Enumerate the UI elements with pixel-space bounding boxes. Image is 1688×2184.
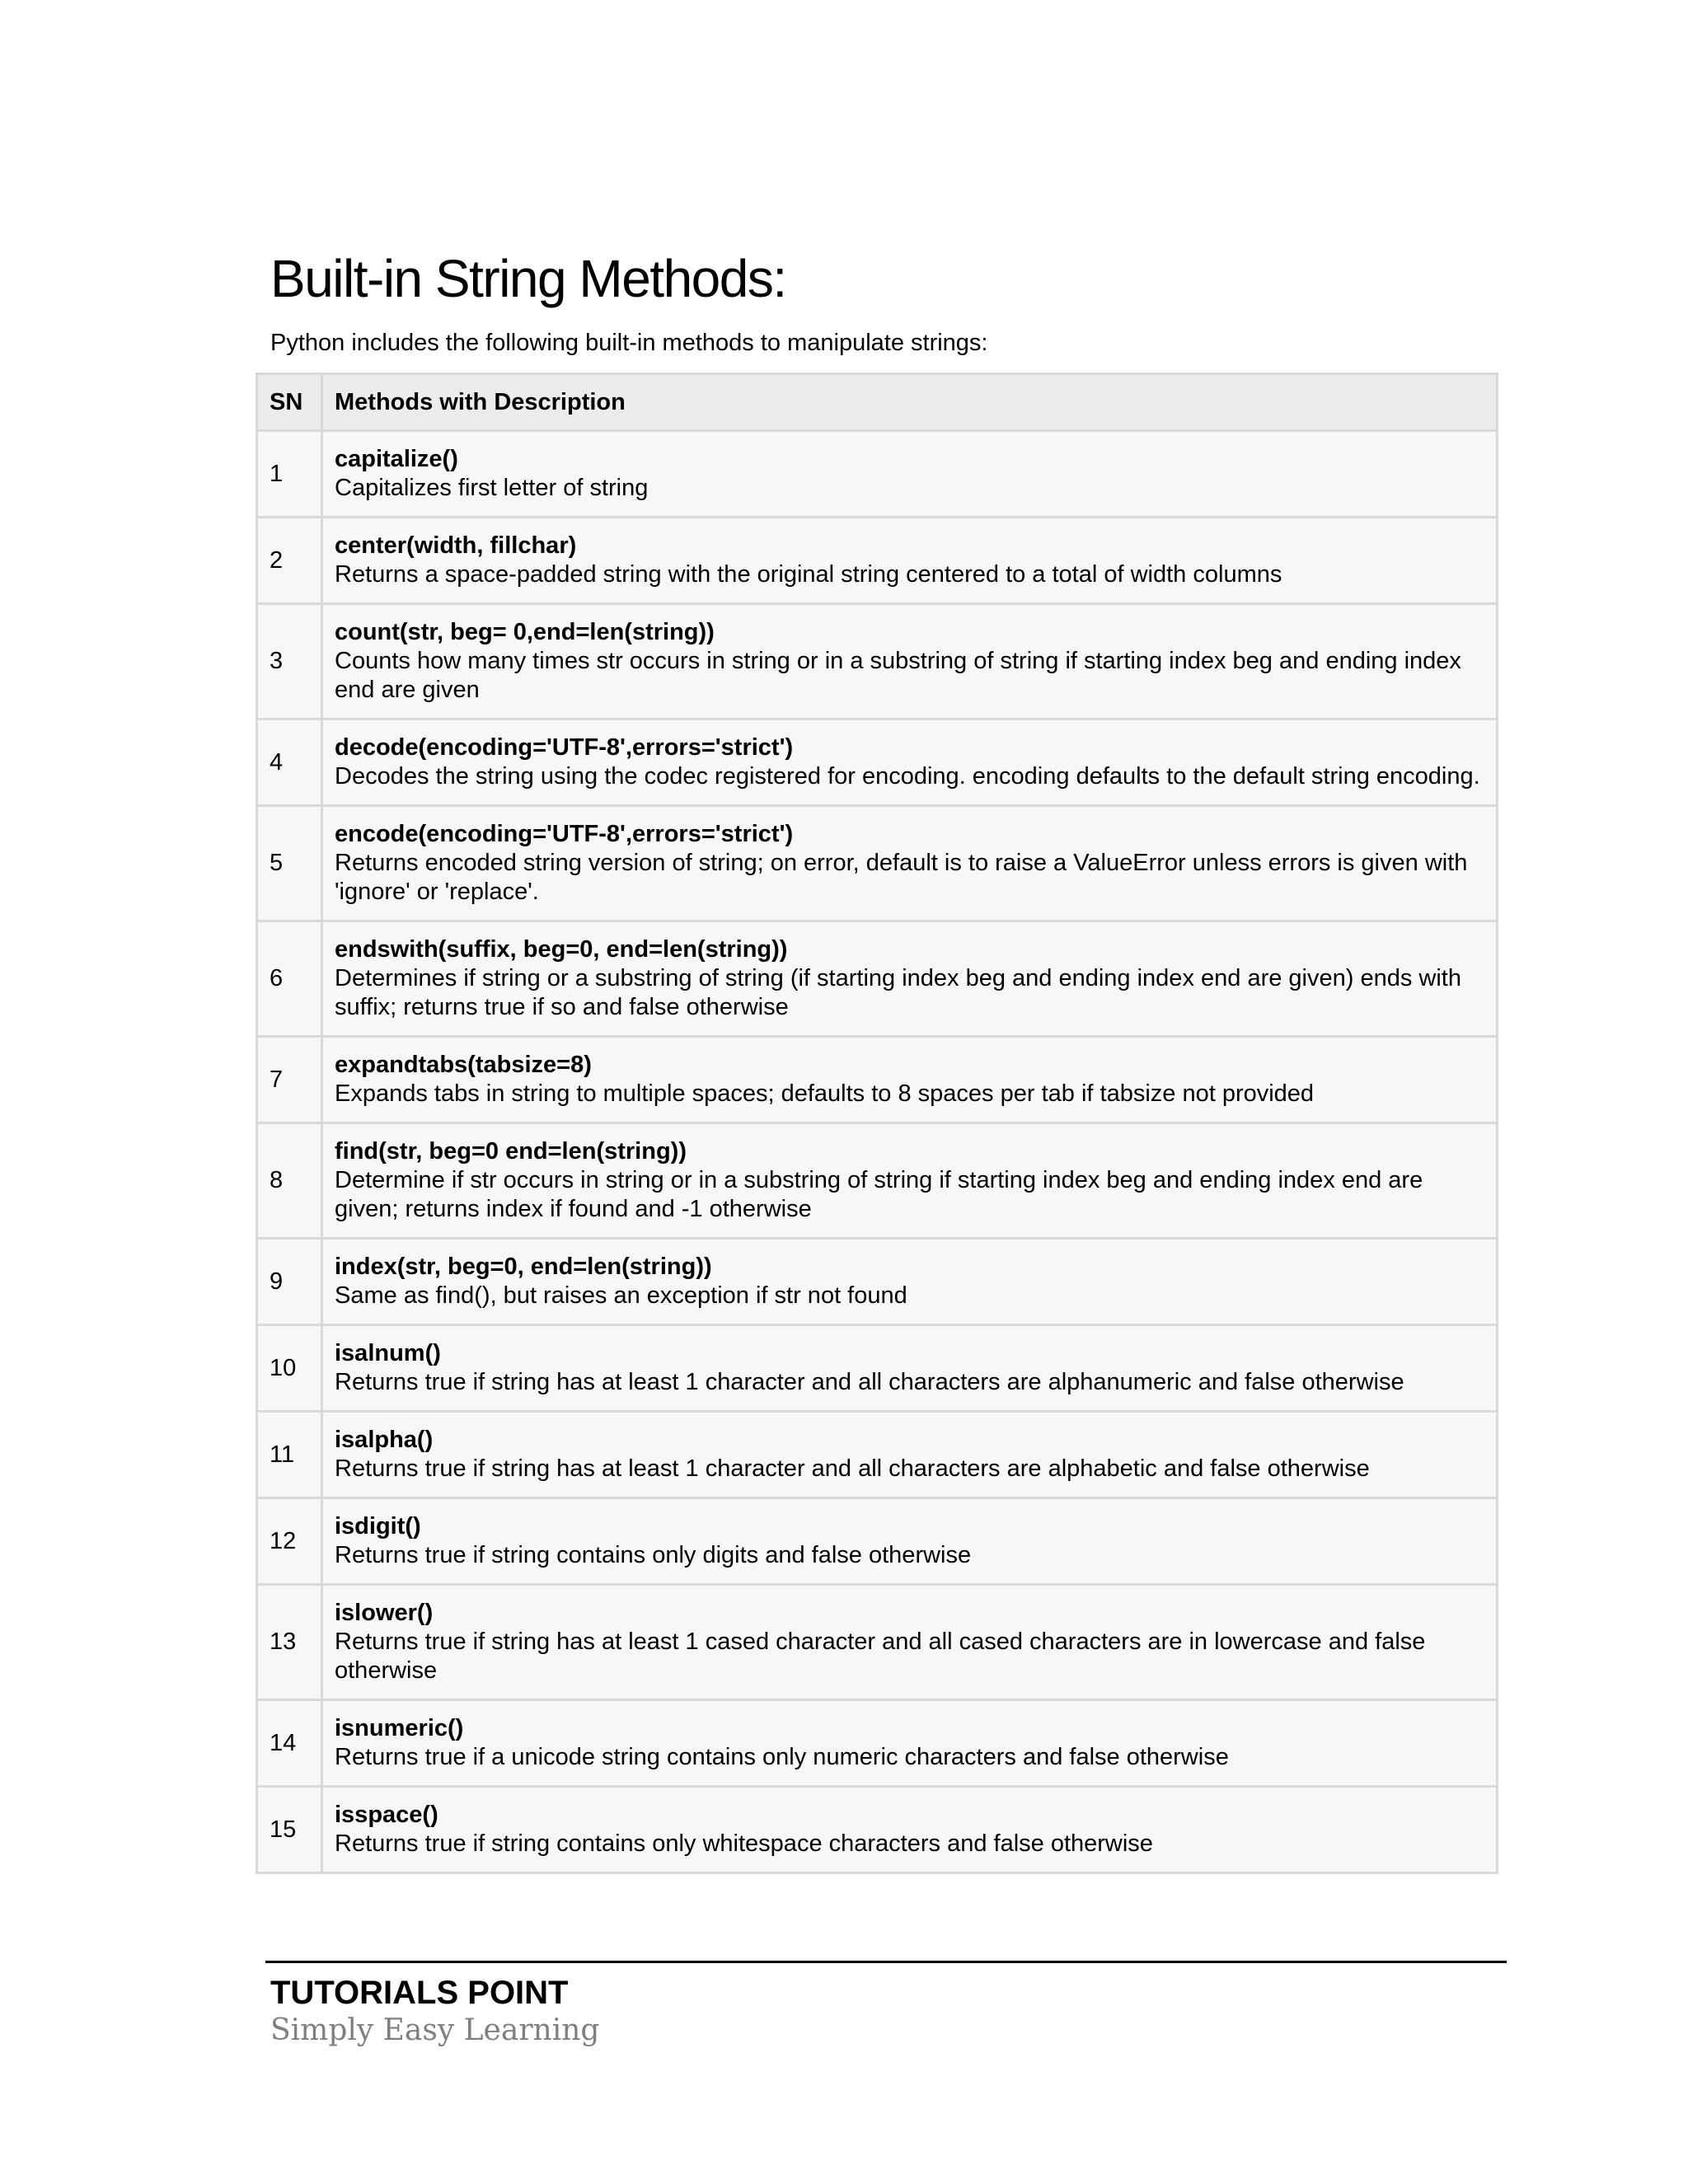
row-sn: 11 <box>257 1412 322 1498</box>
method-description: Returns true if string has at least 1 character and all characters are alphabetic and false otherwise <box>335 1455 1370 1482</box>
table-row <box>257 1239 1498 1325</box>
table-row <box>257 1787 1498 1873</box>
footer-divider <box>265 1961 1507 1963</box>
method-description: Returns true if string has at least 1 cased character and all cased characters are in lowercase and false otherwise <box>335 1629 1426 1684</box>
method-name: find(str, beg=0 end=len(string)) <box>335 1138 687 1165</box>
method-description: Returns true if string contains only digits and false otherwise <box>335 1542 972 1568</box>
methods-table <box>256 373 1498 1874</box>
method-name: isspace() <box>335 1802 438 1828</box>
row-sn: 13 <box>257 1585 322 1700</box>
method-name: endswith(suffix, beg=0, end=len(string)) <box>335 936 788 963</box>
row-method-cell <box>322 1123 1498 1239</box>
row-method-cell <box>322 921 1498 1037</box>
row-sn: 14 <box>257 1700 322 1787</box>
row-method-cell <box>322 1585 1498 1700</box>
row-method-cell <box>322 1037 1498 1123</box>
method-description: Returns a space-padded string with the original string centered to a total of width columns <box>335 561 1282 588</box>
method-description: Returns true if string contains only whitespace characters and false otherwise <box>335 1830 1153 1857</box>
method-name: isdigit() <box>335 1513 421 1540</box>
method-description: Decodes the string using the codec registered for encoding. encoding defaults to the default string encoding. <box>335 763 1480 790</box>
method-description: Expands tabs in string to multiple spaces; defaults to 8 spaces per tab if tabsize not provided <box>335 1080 1315 1107</box>
row-method-cell <box>322 1498 1498 1585</box>
header-sn: SN <box>257 374 322 431</box>
table-row <box>257 719 1498 806</box>
table-row <box>257 1498 1498 1585</box>
method-name: capitalize() <box>335 446 458 472</box>
method-name: isnumeric() <box>335 1715 464 1741</box>
row-sn: 5 <box>257 806 322 921</box>
row-method-cell <box>322 719 1498 806</box>
row-sn: 1 <box>257 431 322 518</box>
method-description: Determine if str occurs in string or in a substring of string if starting index beg and ending index end are given; returns index if found and -1 otherwise <box>335 1167 1423 1222</box>
row-method-cell <box>322 1325 1498 1412</box>
footer-tagline: Simply Easy Learning <box>270 2013 600 2047</box>
method-name: count(str, beg= 0,end=len(string)) <box>335 619 715 645</box>
table-row <box>257 518 1498 604</box>
row-method-cell <box>322 518 1498 604</box>
table-row <box>257 921 1498 1037</box>
table-header-row <box>257 374 1498 431</box>
row-sn: 9 <box>257 1239 322 1325</box>
table-row <box>257 1325 1498 1412</box>
method-description: Same as find(), but raises an exception if str not found <box>335 1282 907 1309</box>
method-name: decode(encoding='UTF-8',errors='strict') <box>335 734 794 761</box>
table-row <box>257 431 1498 518</box>
row-method-cell <box>322 1787 1498 1873</box>
method-name: isalnum() <box>335 1340 441 1366</box>
row-method-cell <box>322 1412 1498 1498</box>
method-description: Capitalizes first letter of string <box>335 475 649 501</box>
footer-brand: TUTORIALS POINT <box>270 1975 569 2011</box>
table-row <box>257 604 1498 719</box>
page-title: Built-in String Methods: <box>270 249 786 308</box>
row-sn: 7 <box>257 1037 322 1123</box>
table-row <box>257 1412 1498 1498</box>
row-method-cell <box>322 1239 1498 1325</box>
row-sn: 12 <box>257 1498 322 1585</box>
table-row <box>257 1123 1498 1239</box>
method-name: center(width, fillchar) <box>335 532 577 559</box>
method-name: index(str, beg=0, end=len(string)) <box>335 1254 712 1280</box>
table-row <box>257 1700 1498 1787</box>
method-name: expandtabs(tabsize=8) <box>335 1052 592 1078</box>
row-sn: 15 <box>257 1787 322 1873</box>
method-name: encode(encoding='UTF-8',errors='strict') <box>335 821 794 847</box>
intro-text: Python includes the following built-in methods to manipulate strings: <box>270 330 988 356</box>
row-method-cell <box>322 604 1498 719</box>
row-sn: 2 <box>257 518 322 604</box>
row-method-cell <box>322 1700 1498 1787</box>
row-method-cell <box>322 806 1498 921</box>
method-description: Returns encoded string version of string; on error, default is to raise a ValueError unless errors is given with 'ignore' or 'replace'. <box>335 850 1468 905</box>
table-row <box>257 1037 1498 1123</box>
row-method-cell <box>322 431 1498 518</box>
table-row <box>257 1585 1498 1700</box>
row-sn: 6 <box>257 921 322 1037</box>
method-description: Returns true if a unicode string contains only numeric characters and false otherwise <box>335 1744 1229 1770</box>
row-sn: 4 <box>257 719 322 806</box>
table-row <box>257 806 1498 921</box>
row-sn: 3 <box>257 604 322 719</box>
method-description: Determines if string or a substring of string (if starting index beg and ending index end are given) ends with suffix; returns true if so and false otherwise <box>335 965 1461 1020</box>
row-sn: 8 <box>257 1123 322 1239</box>
row-sn: 10 <box>257 1325 322 1412</box>
method-name: islower() <box>335 1600 434 1626</box>
table-body <box>257 431 1498 1873</box>
header-methods: Methods with Description <box>322 374 1498 431</box>
method-description: Returns true if string has at least 1 character and all characters are alphanumeric and false otherwise <box>335 1369 1404 1395</box>
method-description: Counts how many times str occurs in string or in a substring of string if starting index beg and ending index end are given <box>335 648 1461 703</box>
method-name: isalpha() <box>335 1427 434 1453</box>
